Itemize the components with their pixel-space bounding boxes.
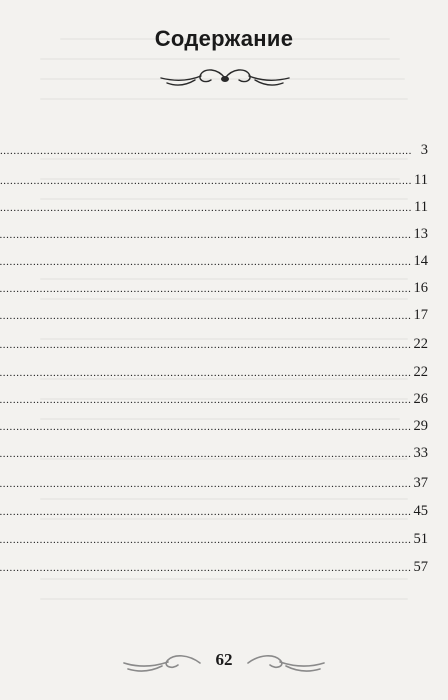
leader-dots <box>0 335 412 355</box>
leader-dots <box>0 363 412 383</box>
toc-entry[interactable] <box>0 140 428 161</box>
toc-entry-page: 11 <box>414 172 428 188</box>
flourish-ornament-icon <box>155 62 295 90</box>
leader-dots <box>0 474 412 494</box>
toc-subentry[interactable] <box>0 278 428 299</box>
toc-entry[interactable] <box>0 501 428 522</box>
toc-entry[interactable] <box>0 473 428 494</box>
toc-subentry[interactable] <box>0 389 428 410</box>
leader-dots <box>0 417 412 437</box>
toc-entry-page: 33 <box>413 445 428 461</box>
toc-subentry[interactable] <box>0 362 428 383</box>
leader-dots <box>0 306 412 326</box>
leader-dots <box>0 198 412 218</box>
leader-dots <box>0 444 412 464</box>
toc-entry-page: 51 <box>413 531 428 547</box>
toc-entry-page: 45 <box>413 503 428 519</box>
toc-entry[interactable] <box>0 529 428 550</box>
toc-entry-page: 29 <box>413 418 428 434</box>
toc-subentry[interactable] <box>0 443 428 464</box>
leader-dots <box>0 171 412 191</box>
leader-dots <box>0 225 412 245</box>
leader-dots <box>0 558 412 578</box>
toc-entry[interactable] <box>0 170 428 191</box>
toc-entry-page: 16 <box>413 280 428 296</box>
leader-dots <box>0 141 412 161</box>
toc-entry-page: 22 <box>413 336 428 352</box>
toc-entry-page: 37 <box>413 475 428 491</box>
toc-entry[interactable] <box>0 557 428 578</box>
toc-subentry[interactable] <box>0 305 428 326</box>
toc-entry-page: 3 <box>420 142 428 158</box>
toc-entry-page: 57 <box>413 559 428 575</box>
leader-dots <box>0 252 412 272</box>
toc-entry-page: 26 <box>413 391 428 407</box>
leader-dots <box>0 390 412 410</box>
toc-entry-page: 22 <box>413 364 428 380</box>
leader-dots <box>0 530 412 550</box>
leader-dots <box>0 502 412 522</box>
toc-subentry[interactable] <box>0 251 428 272</box>
toc-entry[interactable] <box>0 334 428 355</box>
page-title: Содержание <box>154 26 294 51</box>
leader-dots <box>0 279 412 299</box>
toc-subentry[interactable] <box>0 224 428 245</box>
toc-subentry[interactable] <box>0 416 428 437</box>
toc-entry-page: 11 <box>414 199 428 215</box>
toc-subentry[interactable] <box>0 197 428 218</box>
toc-entry-page: 13 <box>413 226 428 242</box>
toc-entry-page: 17 <box>413 307 428 323</box>
page-number: 62 <box>215 650 233 669</box>
toc-entry-page: 14 <box>413 253 428 269</box>
